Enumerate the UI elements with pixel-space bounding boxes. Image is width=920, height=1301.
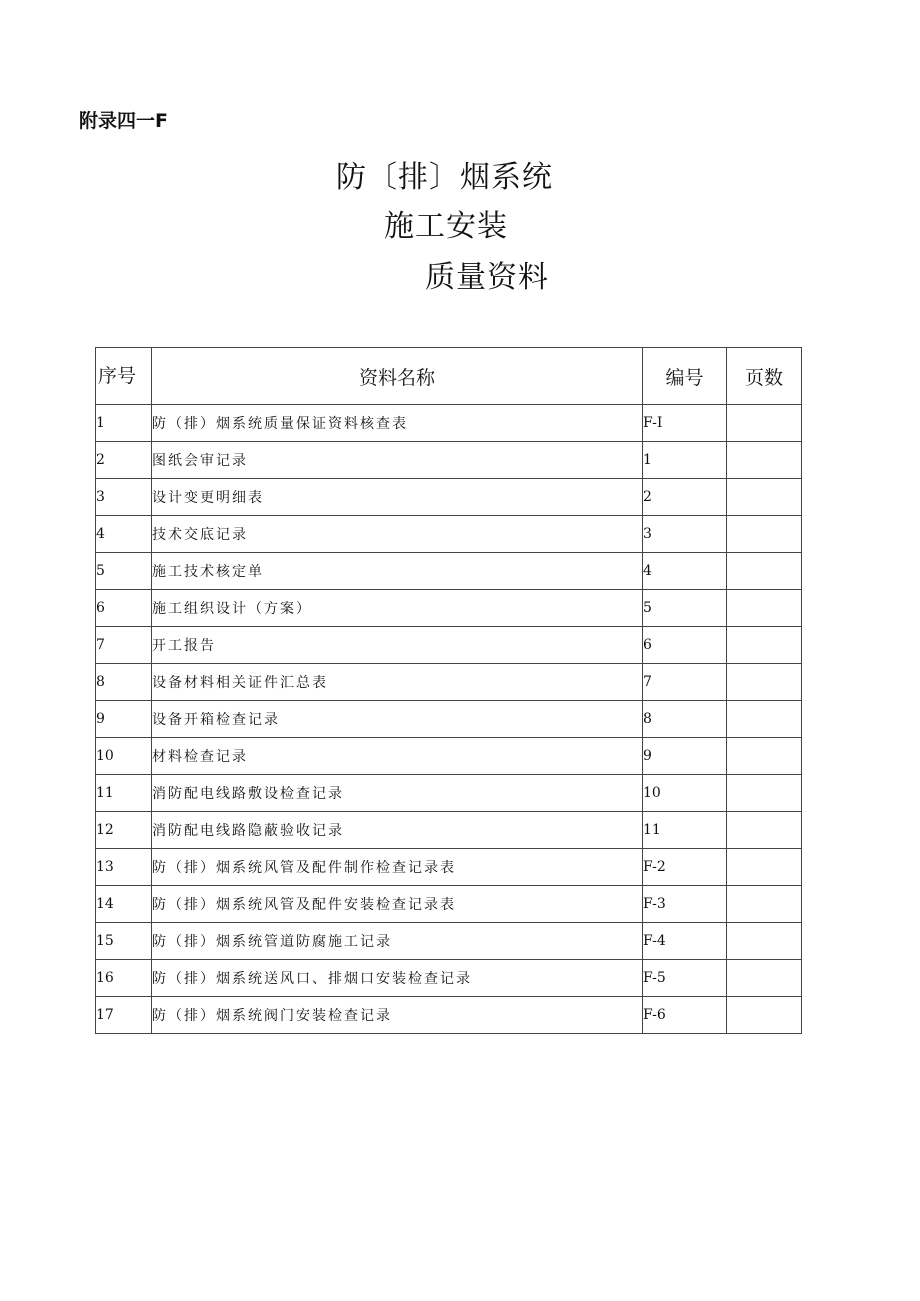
cell-seq: 9	[96, 701, 152, 738]
title-line-2: 施工安装	[384, 209, 508, 244]
cell-seq: 4	[96, 516, 152, 553]
table-body	[96, 405, 802, 1034]
cell-code: 9	[643, 738, 727, 775]
table-row	[96, 590, 802, 627]
cell-pages	[727, 701, 802, 738]
table-row	[96, 849, 802, 886]
cell-code: F-4	[643, 923, 727, 960]
table-row	[96, 886, 802, 923]
cell-pages	[727, 775, 802, 812]
cell-seq: 16	[96, 960, 152, 997]
table-row	[96, 775, 802, 812]
cell-pages	[727, 479, 802, 516]
cell-pages	[727, 923, 802, 960]
cell-code: F-I	[643, 405, 727, 442]
cell-code: F-5	[643, 960, 727, 997]
cell-name: 防（排）烟系统质量保证资料核查表	[152, 405, 643, 442]
header-seq: 序号	[96, 348, 152, 405]
cell-code: F-6	[643, 997, 727, 1034]
title-line-3: 质量资料	[425, 260, 549, 295]
cell-seq: 10	[96, 738, 152, 775]
cell-seq: 1	[96, 405, 152, 442]
table-row	[96, 738, 802, 775]
cell-name: 设备材料相关证件汇总表	[152, 664, 643, 701]
cell-code: F-3	[643, 886, 727, 923]
cell-seq: 12	[96, 812, 152, 849]
records-table	[95, 347, 802, 1034]
cell-code: 8	[643, 701, 727, 738]
title-line-1: 防〔排〕烟系统	[336, 160, 553, 195]
cell-code: 1	[643, 442, 727, 479]
cell-name: 防（排）烟系统管道防腐施工记录	[152, 923, 643, 960]
cell-name: 技术交底记录	[152, 516, 643, 553]
cell-pages	[727, 849, 802, 886]
cell-pages	[727, 627, 802, 664]
cell-seq: 17	[96, 997, 152, 1034]
table-row	[96, 664, 802, 701]
cell-name: 防（排）烟系统送风口、排烟口安装检查记录	[152, 960, 643, 997]
cell-name: 施工技术核定单	[152, 553, 643, 590]
cell-code: 3	[643, 516, 727, 553]
cell-name: 开工报告	[152, 627, 643, 664]
cell-seq: 11	[96, 775, 152, 812]
cell-seq: 3	[96, 479, 152, 516]
cell-name: 设计变更明细表	[152, 479, 643, 516]
table-row	[96, 923, 802, 960]
header-name: 资料名称	[152, 348, 643, 405]
cell-seq: 7	[96, 627, 152, 664]
cell-seq: 15	[96, 923, 152, 960]
cell-pages	[727, 590, 802, 627]
cell-pages	[727, 664, 802, 701]
cell-code: 5	[643, 590, 727, 627]
cell-pages	[727, 886, 802, 923]
cell-code: 6	[643, 627, 727, 664]
table-row	[96, 997, 802, 1034]
table-row	[96, 627, 802, 664]
table-row	[96, 701, 802, 738]
cell-pages	[727, 997, 802, 1034]
cell-name: 设备开箱检查记录	[152, 701, 643, 738]
cell-name: 施工组织设计（方案）	[152, 590, 643, 627]
table-row	[96, 960, 802, 997]
cell-pages	[727, 960, 802, 997]
table-header-row	[96, 348, 802, 405]
table-row	[96, 479, 802, 516]
cell-pages	[727, 812, 802, 849]
cell-seq: 2	[96, 442, 152, 479]
cell-seq: 5	[96, 553, 152, 590]
cell-code: 7	[643, 664, 727, 701]
cell-code: 10	[643, 775, 727, 812]
cell-name: 消防配电线路隐蔽验收记录	[152, 812, 643, 849]
cell-seq: 14	[96, 886, 152, 923]
cell-name: 防（排）烟系统风管及配件制作检查记录表	[152, 849, 643, 886]
cell-code: F-2	[643, 849, 727, 886]
cell-seq: 6	[96, 590, 152, 627]
table-row	[96, 553, 802, 590]
header-code: 编号	[643, 348, 727, 405]
cell-code: 11	[643, 812, 727, 849]
cell-pages	[727, 553, 802, 590]
cell-code: 4	[643, 553, 727, 590]
cell-name: 消防配电线路敷设检查记录	[152, 775, 643, 812]
cell-seq: 8	[96, 664, 152, 701]
cell-pages	[727, 442, 802, 479]
table-row	[96, 516, 802, 553]
table-row	[96, 405, 802, 442]
cell-pages	[727, 405, 802, 442]
cell-pages	[727, 516, 802, 553]
cell-name: 防（排）烟系统风管及配件安装检查记录表	[152, 886, 643, 923]
table-row	[96, 442, 802, 479]
cell-name: 图纸会审记录	[152, 442, 643, 479]
cell-code: 2	[643, 479, 727, 516]
cell-name: 材料检查记录	[152, 738, 643, 775]
appendix-label: 附录四一F	[79, 110, 168, 132]
cell-seq: 13	[96, 849, 152, 886]
header-pages: 页数	[727, 348, 802, 405]
cell-name: 防（排）烟系统阀门安装检查记录	[152, 997, 643, 1034]
cell-pages	[727, 738, 802, 775]
table-row	[96, 812, 802, 849]
